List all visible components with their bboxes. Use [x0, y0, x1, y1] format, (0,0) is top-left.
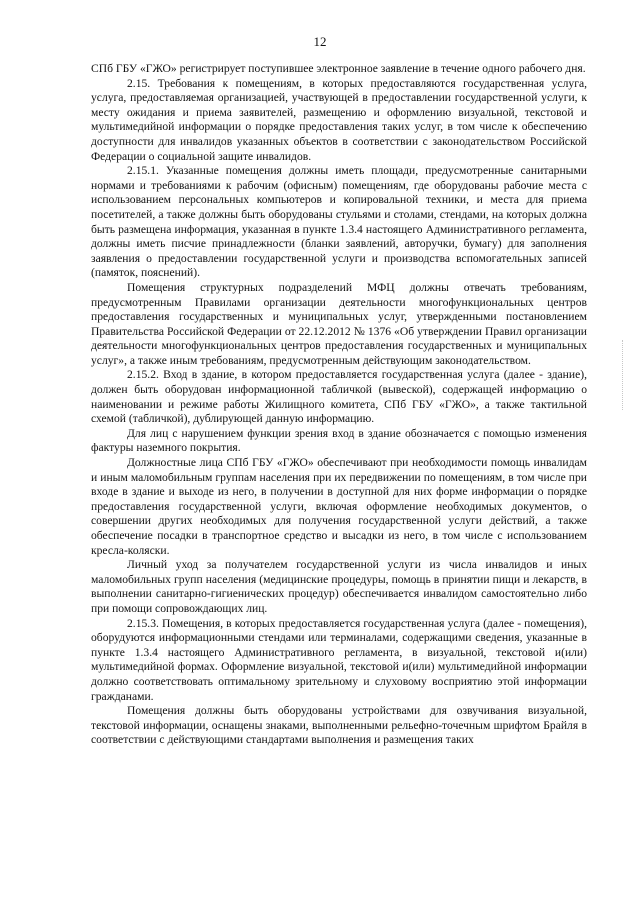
paragraph-2-15-2: 2.15.2. Вход в здание, в котором предоставляется государственная услуга (далее - здание), должен быть оборудован информационной табличкой (вывеской), содержащей информацию о наименовании и режиме работы Жилищного комитета, СПб ГБУ «ГЖО», а также тактильной схемой (табличкой), дублирующей данную информацию. [91, 368, 587, 426]
document-body [91, 62, 587, 748]
paragraph-mfc-premises: Помещения структурных подразделений МФЦ должны отвечать требованиям, предусмотренным Правилами организации деятельности многофункциональных центров предоставления государственных и муниципальных услуг, утвержденными постановлением Правительства Российской Федерации от 22.12.2012 № 1376 «Об утверждении Правил организации деятельности многофункциональных центров предоставления государственных и муниципальных услуг», а также иным требованиям, предусмотренным действующим законодательством. [91, 280, 587, 367]
paragraph-officials-assistance: Должностные лица СПб ГБУ «ГЖО» обеспечивают при необходимости помощь инвалидам и иным маломобильным группам населения при их передвижении по помещениям, в том числе при входе в здание и выходе из него, в получении в доступной для них форме информации о порядке предоставления государственной услуги, включая оформление необходимых документов, о совершении других необходимых для получения государственной услуги действий, а также обеспечение посадки в транспортное средство и высадки из него, в том числе с использованием кресла-коляски. [91, 456, 587, 557]
page-number: 12 [313, 34, 327, 49]
paragraph-2-15: 2.15. Требования к помещениям, в которых предоставляются государственная услуга, услуга, предоставляемая организацией, участвующей в предоставлении государственной услуги, к месту ожидания и приема заявителей, размещению и оформлению визуальной, текстовой и мультимедийной информации о порядке предоставления таких услуг, в том числе к обеспечению доступности для инвалидов указанных объектов в соответствии с законодательством Российской Федерации о социальной защите инвалидов. [91, 76, 587, 163]
paragraph-personal-care: Личный уход за получателем государственной услуги из числа инвалидов и иных маломобильных групп населения (медицинские процедуры, помощь в принятии пищи и лекарств, в выполнении санитарно-гигиенических процедур) обеспечивается инвалидом самостоятельно либо при помощи сопровождающих лиц. [91, 558, 587, 615]
paragraph-2-15-3: 2.15.3. Помещения, в которых предоставляется государственная услуга (далее - помещения), оборудуются информационными стендами или терминалами, содержащими сведения, указанные в пункте 1.3.4 настоящего Административного регламента, в визуальной, текстовой и(или) мультимедийной формах. Оформление визуальной, текстовой и(или) мультимедийной информации должно соответствовать оптимальному зрительному и слуховому восприятию этой информации гражданами. [91, 616, 587, 703]
paragraph-voice-devices: Помещения должны быть оборудованы устройствами для озвучивания визуальной, текстовой информации, оснащены знаками, выполненными рельефно-точечным шрифтом Брайля в соответствии с действующими стандартами выполнения и размещения таких [91, 704, 587, 747]
paragraph-2-15-1: 2.15.1. Указанные помещения должны иметь площади, предусмотренные санитарными нормами и требованиями к рабочим (офисным) помещениям, где оборудованы рабочие места с использованием персональных компьютеров и копировальной техники, и места для приема посетителей, а также должны быть оборудованы стульями и столами, стендами, на которых должна быть размещена информация, указанная в пункте 1.3.4 настоящего Административного регламента, должны иметь писчие принадлежности (бланки заявлений, авторучки, бумагу) для заполнения заявления о предоставлении государственной услуги и производства вспомогательных записей (памяток, пояснений). [91, 164, 587, 280]
paragraph-vision-impairment: Для лиц с нарушением функции зрения вход в здание обозначается с помощью изменения фактуры наземного покрытия. [91, 426, 587, 455]
paragraph-registration: СПб ГБУ «ГЖО» регистрирует поступившее электронное заявление в течение одного рабочего дня. [91, 62, 586, 75]
margin-scan-mark [622, 340, 625, 410]
